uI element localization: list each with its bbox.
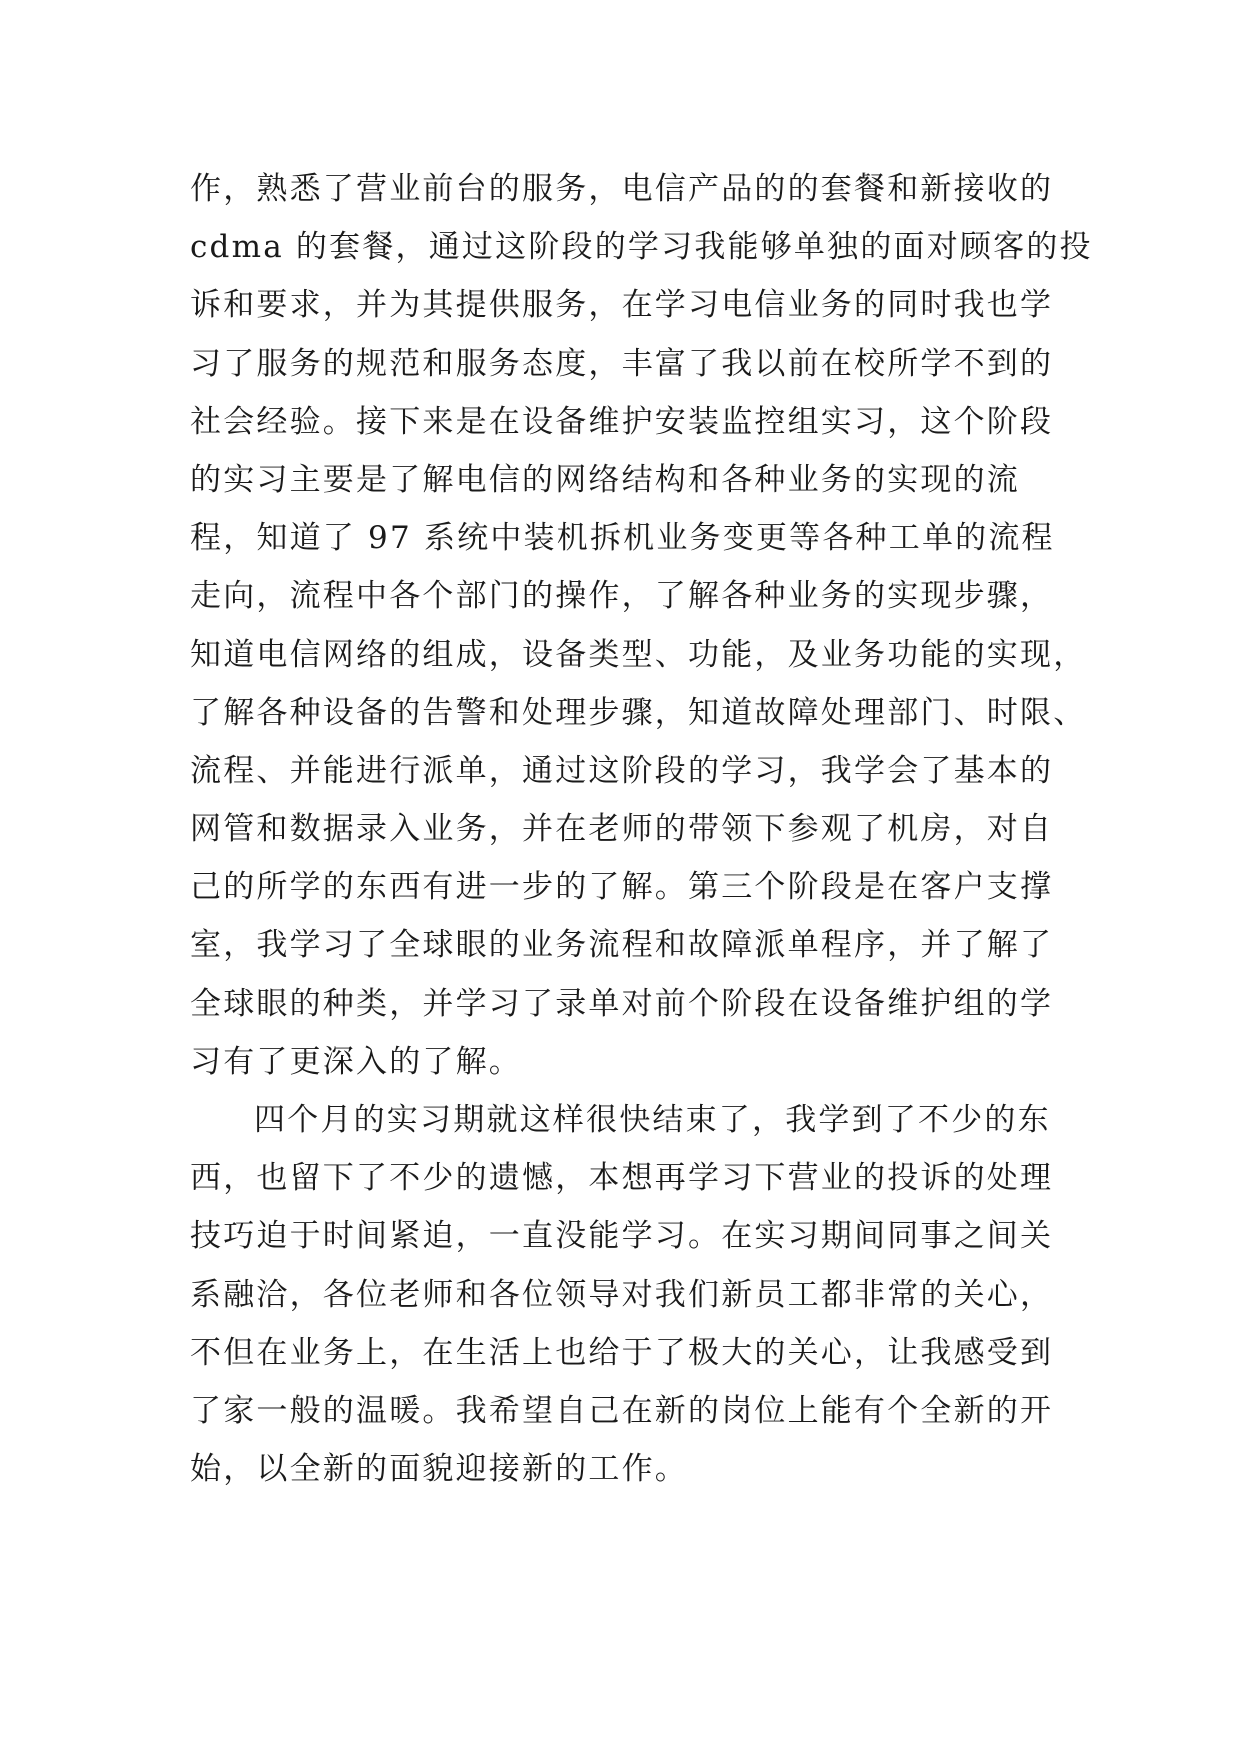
paragraph-2	[190, 1091, 1070, 1498]
text-line: 四个月的实习期就这样很快结束了，我学到了不少的东	[254, 1102, 1051, 1138]
text-line: 习有了更深入的了解。	[190, 1043, 522, 1080]
text-line: 社会经验。接下来是在设备维护安装监控组实习，这个阶段	[190, 403, 1054, 440]
text-line: 技巧迫于时间紧迫，一直没能学习。在实习期间同事之间关	[190, 1218, 1054, 1255]
paragraph-1	[190, 160, 1093, 1091]
body-text	[190, 160, 1093, 1498]
text-line: 作，熟悉了营业前台的服务，电信产品的的套餐和新接收的	[190, 171, 1054, 207]
text-line: 不但在业务上，在生活上也给于了极大的关心，让我感受到	[190, 1334, 1054, 1371]
text-line: 了解各种设备的告警和处理步骤，知道故障处理部门、时限、	[190, 694, 1087, 731]
text-line: 室，我学习了全球眼的业务流程和故障派单程序，并了解了	[190, 927, 1054, 964]
text-line: 习了服务的规范和服务态度，丰富了我以前在校所学不到的	[190, 345, 1054, 382]
text-line: 全球眼的种类，并学习了录单对前个阶段在设备维护组的学	[190, 985, 1054, 1022]
text-line: 程，知道了 97 系统中装机拆机业务变更等各种工单的流程	[190, 520, 1055, 557]
text-line: 走向，流程中各个部门的操作，了解各种业务的实现步骤，	[190, 578, 1054, 615]
text-line: 网管和数据录入业务，并在老师的带领下参观了机房，对自	[190, 811, 1054, 848]
text-line: 系融洽，各位老师和各位领导对我们新员工都非常的关心，	[190, 1276, 1054, 1313]
text-line: 知道电信网络的组成，设备类型、功能，及业务功能的实现，	[190, 636, 1087, 673]
text-line: 流程、并能进行派单，通过这阶段的学习，我学会了基本的	[190, 752, 1054, 789]
text-line: 己的所学的东西有进一步的了解。第三个阶段是在客户支撑	[190, 869, 1054, 906]
text-line: cdma 的套餐，通过这阶段的学习我能够单独的面对顾客的投	[190, 229, 1093, 266]
text-line: 的实习主要是了解电信的网络结构和各种业务的实现的流	[190, 461, 1020, 498]
text-line: 诉和要求，并为其提供服务，在学习电信业务的同时我也学	[190, 287, 1054, 324]
text-line: 始，以全新的面貌迎接新的工作。	[190, 1451, 688, 1488]
text-line: 西，也留下了不少的遗憾，本想再学习下营业的投诉的处理	[190, 1160, 1054, 1197]
text-line: 了家一般的温暖。我希望自己在新的岗位上能有个全新的开	[190, 1392, 1054, 1429]
